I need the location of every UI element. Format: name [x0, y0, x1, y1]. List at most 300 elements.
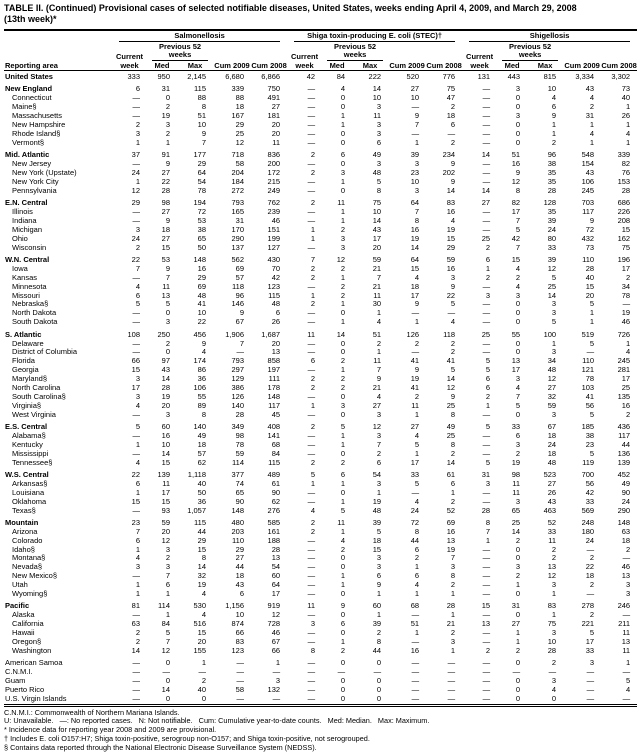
row-area-label: Idaho§ [12, 544, 35, 554]
data-cell: 7 [239, 338, 244, 348]
max-header: Max [177, 61, 213, 71]
data-cell: 110 [582, 254, 595, 264]
data-cell: 54 [372, 469, 382, 479]
table-title-line1: TABLE II. (Continued) Provisional cases of selected notifiable diseases, United States, weeks ending April 4, 2009, and March 29, 2008 [4, 3, 577, 13]
data-cell: 21 [372, 382, 382, 392]
data-cell: 7 [165, 272, 170, 282]
data-cell: 24 [547, 439, 557, 449]
data-cell: 1 [310, 233, 316, 243]
data-cell: 0 [515, 299, 521, 309]
data-cell: 33 [585, 496, 595, 506]
data-cell: 58 [235, 684, 244, 694]
data-cell: 17 [621, 263, 631, 273]
table-row [4, 590, 637, 599]
data-cell: 2 [135, 637, 140, 646]
med-header: Med [322, 61, 352, 71]
data-cell: — [447, 667, 456, 677]
data-cell: 6 [414, 544, 420, 554]
data-cell: 42 [511, 233, 521, 243]
data-cell: 5 [589, 338, 595, 348]
data-cell: 0 [340, 338, 346, 348]
data-cell: 194 [193, 198, 206, 208]
table-title [4, 3, 637, 26]
data-cell: 2 [551, 137, 557, 147]
row-area-label: Texas§ [12, 505, 36, 515]
data-cell: — [132, 272, 140, 282]
data-cell: 75 [547, 619, 557, 629]
table-row [4, 563, 637, 572]
data-cell: 39 [547, 215, 557, 225]
data-cell: 3 [551, 299, 557, 309]
data-cell: 65 [235, 487, 244, 497]
data-cell: 43 [372, 224, 382, 234]
data-cell: 188 [267, 535, 281, 545]
data-cell: 27 [547, 478, 557, 488]
table-row [4, 629, 637, 638]
table-row [4, 611, 637, 620]
data-cell: 11 [373, 111, 382, 121]
data-cell: 84 [271, 448, 281, 458]
data-cell: 72 [197, 207, 206, 217]
data-cell: — [307, 610, 316, 620]
data-cell: 25 [621, 382, 631, 392]
data-cell: 432 [581, 233, 595, 243]
data-cell: 1 [340, 299, 346, 309]
data-cell: 204 [231, 167, 244, 177]
data-cell: 28 [547, 185, 557, 195]
data-cell: 4 [414, 496, 420, 506]
data-cell: 8 [515, 185, 521, 195]
data-cell: 108 [127, 329, 140, 339]
data-cell: 15 [197, 628, 206, 638]
row-area-label: Rhode Island§ [12, 128, 61, 138]
data-cell: 49 [446, 422, 456, 432]
data-cell: 53 [161, 254, 170, 264]
data-cell: 874 [231, 619, 244, 629]
data-cell: 27 [271, 102, 281, 112]
data-cell: — [622, 553, 631, 563]
data-cell: 377 [231, 469, 244, 479]
data-cell: 41 [585, 391, 595, 401]
data-cell: 28 [271, 544, 281, 554]
data-cell: 48 [547, 365, 557, 375]
data-cell: 17 [410, 457, 420, 467]
data-cell: 36 [197, 374, 206, 384]
data-cell: 90 [621, 487, 631, 497]
data-cell: 2 [450, 137, 456, 147]
data-cell: 6 [485, 374, 491, 384]
data-cell: 5 [589, 448, 595, 458]
data-cell: 8 [450, 409, 456, 419]
row-area-label: Nebraska§ [12, 299, 49, 309]
data-cell: 4 [414, 580, 420, 590]
data-cell: — [482, 176, 491, 186]
data-cell: 0 [340, 487, 346, 497]
data-cell: 6 [135, 535, 140, 545]
data-cell: 2 [340, 544, 346, 554]
data-cell: 13 [271, 553, 281, 563]
data-cell: 22 [161, 176, 170, 186]
data-cell: 11 [622, 645, 631, 655]
data-cell: 90 [235, 496, 244, 506]
data-cell: 98 [161, 198, 170, 208]
data-cell: 2 [625, 272, 631, 282]
row-area-label: Hawaii [12, 628, 35, 638]
data-cell: — [482, 562, 491, 572]
table-row [4, 459, 637, 468]
data-cell: 136 [617, 448, 631, 458]
data-cell: 2 [551, 544, 557, 554]
data-cell: 0 [340, 308, 346, 318]
data-cell: 0 [340, 610, 346, 620]
data-cell: 520 [406, 72, 420, 82]
data-cell: 67 [235, 317, 244, 327]
table-row [4, 187, 637, 196]
data-cell: 0 [165, 693, 170, 703]
data-cell: 14 [511, 526, 521, 536]
data-cell: 3 [515, 111, 521, 121]
data-cell: — [482, 610, 491, 620]
data-cell: 1 [450, 645, 456, 655]
data-cell: 1 [340, 478, 346, 488]
data-cell: 2 [485, 645, 491, 655]
data-cell: — [307, 544, 316, 554]
data-cell: 2 [376, 628, 382, 638]
data-cell: 5 [485, 356, 491, 366]
data-cell: — [307, 676, 316, 686]
data-cell: 7 [515, 242, 521, 252]
data-cell: 18 [372, 535, 382, 545]
data-cell: 8 [414, 526, 420, 536]
data-cell: — [482, 281, 491, 291]
data-cell: 4 [201, 610, 206, 620]
data-cell: — [411, 610, 420, 620]
data-cell: 2 [340, 224, 346, 234]
data-cell: 0 [515, 409, 521, 419]
data-cell: 4 [376, 391, 382, 401]
data-cell: 16 [511, 159, 521, 169]
data-cell: 1 [135, 439, 140, 449]
data-cell: 3 [589, 658, 595, 668]
data-cell: — [586, 667, 595, 677]
data-cell: 5 [340, 422, 346, 432]
data-cell: 16 [621, 400, 631, 410]
data-cell: — [411, 308, 420, 318]
data-cell: 39 [547, 254, 557, 264]
data-cell: 41 [197, 299, 206, 309]
row-area-label: Puerto Rico [5, 684, 45, 694]
data-cell: 121 [581, 365, 595, 375]
data-cell: — [307, 553, 316, 563]
data-cell: 115 [194, 84, 206, 94]
row-area-label: Oregon§ [12, 637, 42, 646]
data-cell: 64 [410, 254, 420, 264]
data-cell: 83 [446, 198, 456, 208]
data-cell: 59 [446, 254, 456, 264]
data-cell: 65 [511, 505, 521, 515]
data-cell: 170 [231, 224, 244, 234]
data-cell: 19 [410, 233, 420, 243]
group-shigellosis [462, 30, 637, 42]
data-cell: 129 [231, 374, 244, 384]
data-cell: 1 [376, 589, 382, 599]
data-cell: 123 [267, 281, 281, 291]
row-area-label: New Hampshire [12, 120, 66, 130]
data-cell: 290 [617, 505, 631, 515]
data-cell: 239 [267, 207, 281, 217]
data-cell: 24 [131, 167, 140, 177]
data-cell: 3 [135, 374, 140, 384]
row-area-label: Mountain [5, 517, 39, 527]
data-cell: 70 [271, 263, 281, 273]
data-cell: 1 [165, 137, 170, 147]
data-cell: 14 [446, 374, 456, 384]
data-cell: 836 [267, 150, 281, 160]
data-cell: 18 [161, 224, 170, 234]
data-cell: 63 [131, 619, 140, 629]
data-cell: — [622, 299, 631, 309]
data-cell: 0 [515, 137, 521, 147]
data-cell: 436 [617, 422, 631, 432]
data-cell: 11 [272, 137, 281, 147]
data-cell: 1 [340, 120, 346, 130]
data-cell: 1 [589, 120, 595, 130]
data-cell: 7 [376, 272, 382, 282]
data-cell: 10 [197, 308, 206, 318]
data-cell: 22 [446, 290, 456, 300]
data-cell: 7 [135, 526, 140, 536]
data-cell: 15 [131, 365, 140, 375]
data-cell: 17 [410, 290, 420, 300]
data-cell: 48 [271, 299, 281, 309]
data-cell: — [307, 365, 316, 375]
data-cell: 7 [515, 215, 521, 225]
data-cell: 12 [547, 571, 557, 581]
table-row [4, 318, 637, 327]
disease-group-row [4, 30, 637, 42]
data-cell: 4 [340, 84, 346, 94]
data-cell: 2 [485, 242, 491, 252]
data-cell: 14 [446, 457, 456, 467]
current-week-header: Current week [112, 42, 147, 71]
data-cell: 18 [547, 430, 557, 440]
data-cell: — [373, 667, 382, 677]
data-cell: 6 [450, 478, 456, 488]
row-area-label: U.S. Virgin Islands [5, 693, 67, 703]
row-area-label: Wisconsin [12, 242, 47, 252]
previous-52-weeks-label: Previous 52 weeks [152, 43, 208, 61]
data-cell: 9 [376, 580, 382, 590]
data-cell: — [482, 544, 491, 554]
data-cell: 48 [372, 505, 382, 515]
data-cell: 22 [131, 254, 140, 264]
data-cell: 24 [410, 505, 420, 515]
table-row [4, 309, 637, 318]
data-cell: 153 [617, 176, 631, 186]
data-cell: 19 [161, 391, 170, 401]
data-cell: — [447, 128, 456, 138]
group-label: Salmonellosis [119, 32, 280, 42]
table-row [4, 252, 637, 264]
data-cell: 22 [131, 469, 140, 479]
data-cell: 140 [193, 422, 206, 432]
data-cell: 20 [271, 120, 281, 130]
data-cell: 12 [161, 535, 170, 545]
data-cell: 75 [621, 242, 631, 252]
data-cell: 4 [450, 317, 456, 327]
data-cell: 59 [547, 400, 557, 410]
data-cell: 2 [310, 374, 316, 384]
data-cell: 2 [450, 347, 456, 357]
row-area-label: Delaware [12, 338, 44, 348]
data-cell: 29 [235, 120, 244, 130]
data-cell: 148 [193, 254, 206, 264]
data-cell: 408 [267, 422, 281, 432]
data-cell: — [482, 102, 491, 112]
data-cell: 61 [446, 469, 456, 479]
data-cell: 4 [310, 505, 316, 515]
data-cell: 16 [446, 263, 456, 273]
table-row [4, 515, 637, 527]
data-cell: 17 [372, 233, 382, 243]
data-cell: 37 [131, 150, 140, 160]
data-cell: 12 [446, 382, 456, 392]
data-cell: 51 [372, 329, 382, 339]
table-row [4, 244, 637, 253]
data-cell: 28 [547, 645, 557, 655]
data-cell: 29 [446, 242, 456, 252]
cum-2008-header: Cum 2008 [251, 42, 287, 71]
data-cell: 76 [621, 167, 631, 177]
data-cell: 4 [135, 553, 140, 563]
data-cell: — [482, 299, 491, 309]
data-cell: 5 [414, 439, 420, 449]
data-cell: — [132, 159, 140, 169]
data-cell: — [307, 207, 316, 217]
data-cell: 14 [481, 150, 491, 160]
data-cell: 16 [446, 526, 456, 536]
data-cell: 98 [235, 430, 244, 440]
data-cell: — [132, 102, 140, 112]
data-cell: 68 [271, 439, 281, 449]
data-cell: 10 [235, 610, 244, 620]
data-cell: — [482, 137, 491, 147]
data-cell: 6 [165, 580, 170, 590]
data-cell: 27 [481, 198, 491, 208]
data-cell: 919 [267, 601, 281, 611]
data-cell: — [482, 347, 491, 357]
data-cell: 88 [235, 93, 244, 103]
data-cell: 0 [515, 308, 521, 318]
data-cell: 66 [131, 356, 140, 366]
data-cell: 33 [547, 526, 557, 536]
data-cell: 69 [446, 517, 456, 527]
data-cell: 24 [131, 233, 140, 243]
previous-52-weeks-label: Previous 52 weeks [327, 43, 383, 61]
data-cell: 29 [235, 544, 244, 554]
data-cell: 82 [511, 198, 521, 208]
data-cell: 3 [135, 128, 140, 138]
data-cell: 46 [621, 317, 631, 327]
data-cell: 1 [376, 308, 382, 318]
data-cell: 52 [446, 505, 456, 515]
data-cell: 16 [410, 224, 420, 234]
data-cell: 38 [547, 159, 557, 169]
data-cell: 33 [410, 469, 420, 479]
data-cell: 226 [617, 207, 631, 217]
data-cell: 2 [515, 448, 521, 458]
data-cell: — [307, 409, 316, 419]
data-cell: 69 [197, 281, 206, 291]
data-cell: — [307, 667, 316, 677]
data-cell: 17 [511, 207, 521, 217]
data-cell: 13 [446, 535, 456, 545]
data-cell: 43 [585, 167, 595, 177]
row-area-label: E.S. Central [5, 422, 48, 432]
data-cell: 56 [585, 400, 595, 410]
data-cell: 0 [340, 93, 346, 103]
data-cell: 3 [450, 272, 456, 282]
data-cell: 14 [446, 185, 456, 195]
data-cell: 3 [376, 562, 382, 572]
row-area-label: New Jersey [12, 159, 52, 169]
data-cell: 5 [340, 505, 346, 515]
data-cell: 14 [161, 684, 170, 694]
data-cell: 181 [267, 111, 281, 121]
row-area-label: Florida [12, 356, 35, 366]
data-cell: — [307, 120, 316, 130]
data-cell: 2 [135, 628, 140, 638]
data-cell: 41 [410, 356, 420, 366]
data-cell: 56 [585, 478, 595, 488]
data-cell: — [307, 308, 316, 318]
data-cell: 1 [625, 137, 631, 147]
data-cell: 2,145 [187, 72, 206, 82]
data-cell: 12 [131, 185, 140, 195]
data-cell: 13 [481, 619, 491, 629]
data-cell: — [307, 185, 316, 195]
data-cell: 1 [450, 487, 456, 497]
row-area-label: Illinois [12, 207, 33, 217]
data-cell: 132 [267, 684, 281, 694]
data-cell: 0 [340, 391, 346, 401]
data-cell: 7 [376, 365, 382, 375]
row-area-label: District of Columbia [12, 347, 78, 357]
data-cell: 48 [197, 290, 206, 300]
max-header: Max [527, 61, 563, 71]
data-cell: 17 [131, 382, 140, 392]
data-cell: 2 [414, 391, 420, 401]
data-cell: 12 [547, 374, 557, 384]
data-cell: — [132, 215, 140, 225]
data-cell: — [447, 658, 456, 668]
data-cell: 11 [337, 198, 346, 208]
data-cell: 126 [406, 329, 420, 339]
data-cell: 0 [376, 658, 382, 668]
data-cell: 42 [585, 487, 595, 497]
data-cell: 4 [135, 457, 140, 467]
data-cell: 2 [310, 526, 316, 536]
data-cell: 96 [547, 150, 557, 160]
data-cell: 1 [310, 478, 316, 488]
data-cell: 110 [582, 356, 595, 366]
data-cell: — [482, 93, 491, 103]
data-cell: 52 [547, 517, 557, 527]
data-cell: 50 [197, 242, 206, 252]
data-cell: 117 [582, 207, 595, 217]
data-cell: 0 [340, 448, 346, 458]
data-cell: 72 [410, 517, 420, 527]
